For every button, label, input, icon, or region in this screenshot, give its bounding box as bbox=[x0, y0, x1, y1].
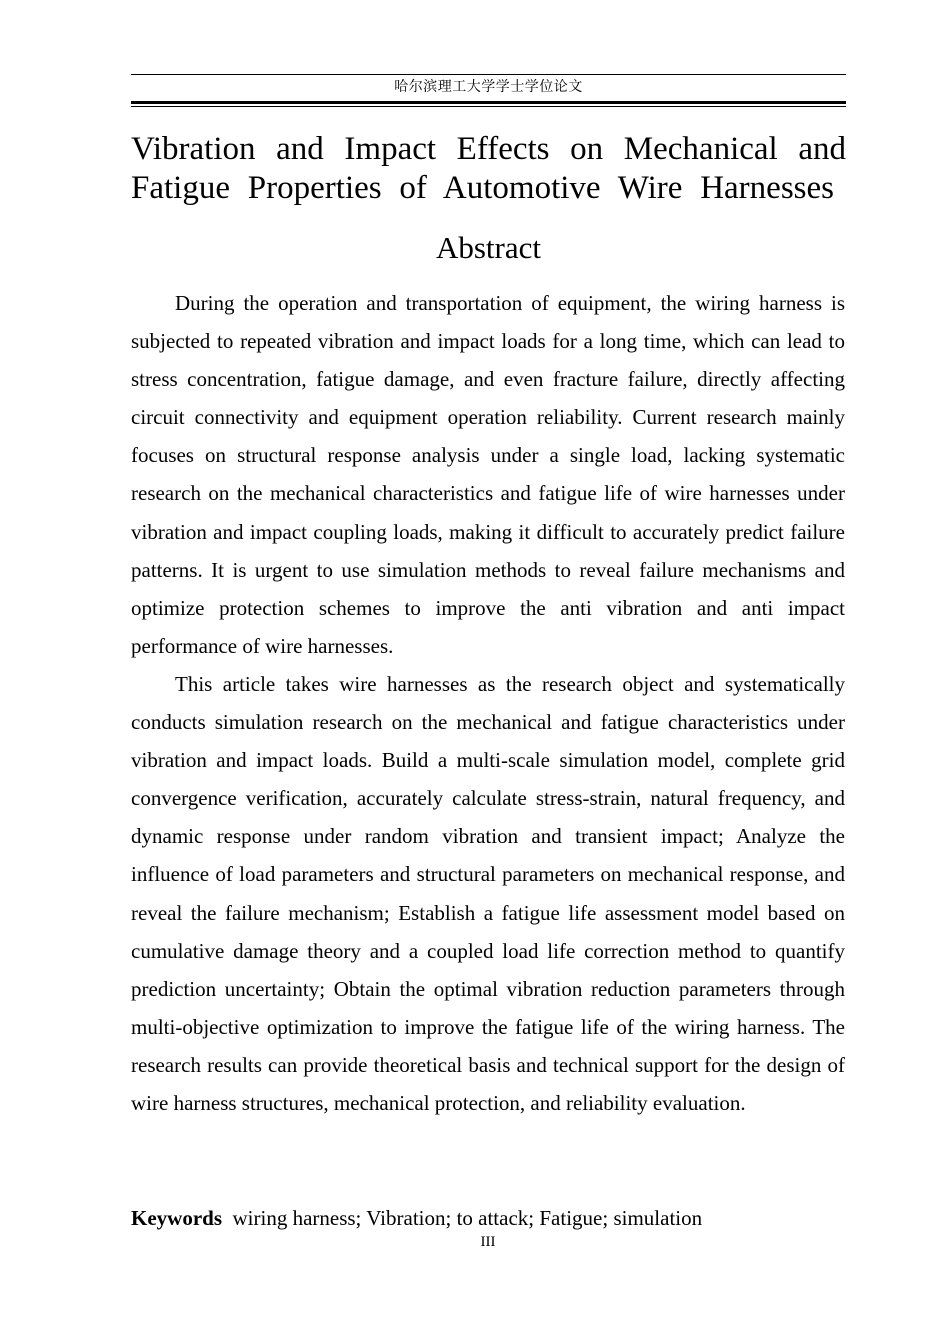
keywords-line bbox=[131, 1200, 845, 1236]
paper-title-line-2: Fatigue Properties of Automotive Wire Harnesses bbox=[131, 170, 834, 206]
running-header bbox=[131, 74, 846, 107]
header-thin-rule bbox=[131, 106, 846, 107]
page-number: III bbox=[480, 1234, 496, 1250]
running-title: 哈尔滨理工大学学士学位论文 bbox=[394, 79, 583, 95]
header-thick-rule bbox=[131, 101, 846, 104]
keywords-label: Keywords bbox=[131, 1206, 222, 1230]
paper-title-line-1: Vibration and Impact Effects on Mechanical and bbox=[131, 131, 846, 167]
keywords-text: wiring harness; Vibration; to attack; Fatigue; simulation bbox=[232, 1206, 703, 1230]
abstract-heading: Abstract bbox=[435, 230, 542, 265]
abstract-paragraph-1: During the operation and transportation of equipment, the wiring harness is subjected to repeated vibration and impact loads for a long time, which can lead to stress concentration, fatigue damage, and even fracture failure, directly affecting circuit connectivity and equipment operation reliability. Current research mainly focuses on structural response analysis under a single load, lacking systematic research on the mechanical characteristics and fatigue life of wire harnesses under vibration and impact coupling loads, making it difficult to accurately predict failure patterns. It is urgent to use simulation methods to reveal failure mechanisms and optimize protection schemes to improve the anti vibration and anti impact performance of wire harnesses. bbox=[131, 291, 845, 658]
paper-title bbox=[131, 130, 846, 208]
abstract-body bbox=[131, 284, 845, 1122]
abstract-paragraph-2: This article takes wire harnesses as the research object and systematically conducts simulation research on the mechanical and fatigue characteristics under vibration and impact loads. Build a multi-scale simulation model, complete grid convergence verification, accurately calculate stress-strain, natural frequency, and dynamic response under random vibration and transient impact; Analyze the influence of load parameters and structural parameters on mechanical response, and reveal the failure mechanism; Establish a fatigue life assessment model based on cumulative damage theory and a coupled load life correction method to quantify prediction uncertainty; Obtain the optimal vibration reduction parameters through multi-objective optimization to improve the fatigue life of the wiring harness. The research results can provide theoretical basis and technical support for the design of wire harness structures, mechanical protection, and reliability evaluation. bbox=[131, 671, 845, 1115]
